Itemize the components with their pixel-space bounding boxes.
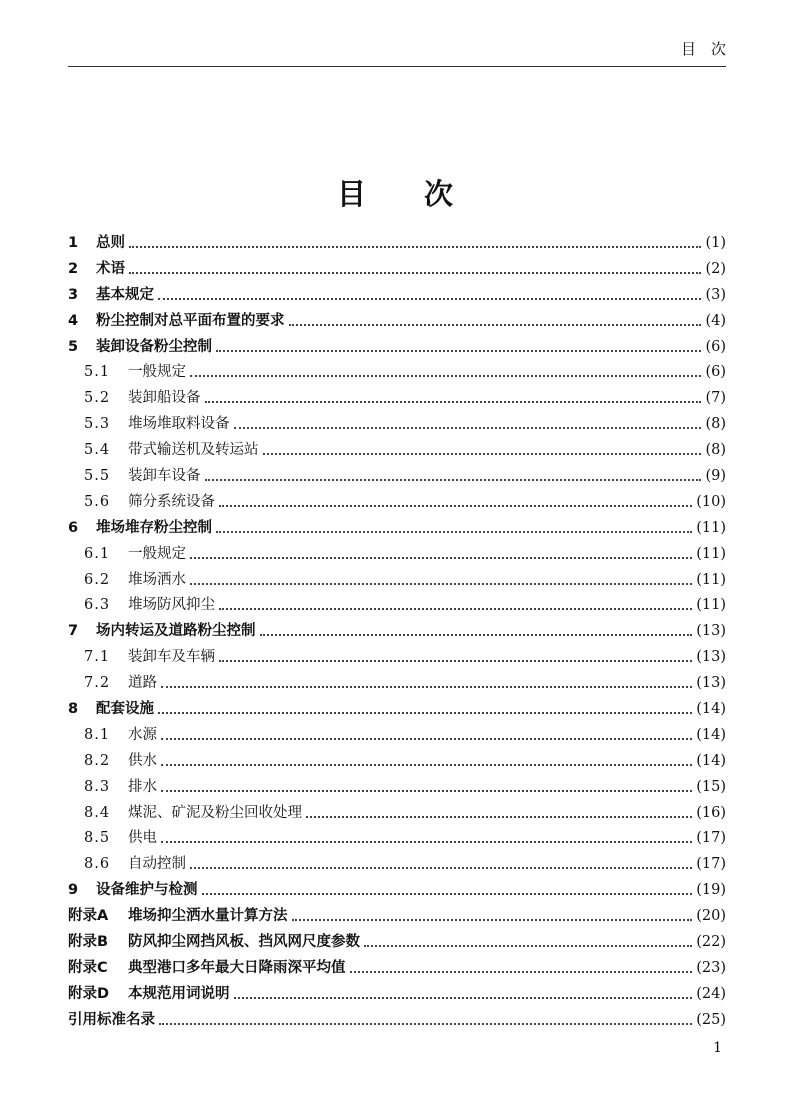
toc-entry-page: (3) (705, 286, 726, 303)
toc-entry-page: (13) (696, 675, 726, 692)
dot-leader (289, 324, 702, 326)
toc-entry-title: 排水 (128, 778, 157, 795)
toc-entry-number: 附录B (68, 934, 109, 951)
toc-entry-page: (14) (696, 752, 726, 769)
toc-entry-page: (24) (696, 985, 726, 1002)
dot-leader (190, 375, 701, 377)
dot-leader (190, 557, 692, 559)
dot-leader (350, 971, 693, 973)
toc-entry[interactable] (68, 956, 726, 982)
toc-entry-page: (25) (696, 1011, 726, 1028)
toc-entry[interactable] (68, 749, 726, 775)
toc-entry[interactable] (68, 982, 726, 1008)
toc-entry[interactable] (68, 671, 726, 697)
dot-leader (159, 1023, 692, 1025)
toc-entry[interactable] (68, 775, 726, 801)
toc-entry-number: 7.2 (84, 675, 111, 692)
toc-entry-number: 附录D (68, 985, 110, 1002)
toc-entry-number: 附录C (68, 959, 108, 976)
toc-entry[interactable] (68, 464, 726, 490)
running-header (68, 34, 726, 67)
dot-leader (216, 350, 701, 352)
toc-entry-page: (14) (696, 726, 726, 743)
toc-entry-number: 4 (68, 312, 79, 329)
dot-leader (158, 298, 701, 300)
dot-leader (219, 505, 692, 507)
toc-entry-number: 9 (68, 882, 79, 899)
dot-leader (205, 479, 702, 481)
toc-entry[interactable] (68, 593, 726, 619)
toc-entry-page: (11) (696, 597, 726, 614)
toc-entry-title: 装卸船设备 (128, 390, 201, 407)
toc-entry-title: 装卸设备粉尘控制 (96, 338, 212, 355)
toc-entry-number: 5 (68, 338, 79, 355)
toc-entry-page: (20) (696, 908, 726, 925)
toc-entry-number: 8.6 (84, 856, 111, 873)
toc-entry[interactable] (68, 542, 726, 568)
toc-entry[interactable] (68, 904, 726, 930)
toc-entry[interactable] (68, 930, 726, 956)
toc-entry-title: 场内转运及道路粉尘控制 (96, 623, 256, 640)
toc-entry-number: 8.4 (84, 804, 111, 821)
toc-entry[interactable] (68, 619, 726, 645)
page-number: 1 (713, 1040, 722, 1056)
toc-entry[interactable] (68, 852, 726, 878)
toc-entry[interactable] (68, 386, 726, 412)
toc-entry[interactable] (68, 283, 726, 309)
toc-entry-title: 堆场防风抑尘 (128, 597, 215, 614)
toc-entry-title: 堆场堆存粉尘控制 (96, 519, 212, 536)
toc-entry-page: (10) (696, 493, 726, 510)
toc-entry-title: 一般规定 (128, 364, 186, 381)
dot-leader (129, 272, 701, 274)
toc-entry-title: 本规范用词说明 (128, 985, 230, 1002)
toc-entry[interactable] (68, 1008, 726, 1034)
toc-entry-number: 8.2 (84, 752, 111, 769)
toc-entry-page: (23) (696, 959, 726, 976)
toc-entry-title: 防风抑尘网挡风板、挡风网尺度参数 (128, 934, 360, 951)
header-title: 目 次 (680, 40, 726, 58)
toc-entry-number: 7 (68, 623, 79, 640)
toc-entry[interactable] (68, 801, 726, 827)
toc-entry-page: (17) (696, 830, 726, 847)
toc-entry-number: 7.1 (84, 649, 111, 666)
dot-leader (306, 816, 692, 818)
toc-entry-title: 堆场抑尘洒水量计算方法 (128, 908, 288, 925)
toc-entry-page: (16) (696, 804, 726, 821)
dot-leader (158, 712, 692, 714)
toc-entry-number: 5.6 (84, 493, 111, 510)
dot-leader (263, 453, 702, 455)
toc-entry-number: 5.1 (84, 364, 111, 381)
dot-leader (216, 531, 692, 533)
toc-entry-number: 附录A (68, 908, 109, 925)
toc-entry-page: (7) (705, 390, 726, 407)
toc-entry-number: 2 (68, 260, 79, 277)
toc-entry-title: 供电 (128, 830, 157, 847)
toc-entry-page: (8) (705, 442, 726, 459)
toc-entry-title: 煤泥、矿泥及粉尘回收处理 (128, 804, 302, 821)
toc-entry-title: 堆场堆取料设备 (128, 416, 230, 433)
dot-leader (202, 893, 693, 895)
toc-entry-title: 基本规定 (96, 286, 154, 303)
toc-entry-title: 道路 (128, 675, 157, 692)
toc-entry-page: (2) (705, 260, 726, 277)
toc-entry-title: 堆场洒水 (128, 571, 186, 588)
toc-entry[interactable] (68, 309, 726, 335)
dot-leader (190, 583, 692, 585)
toc-entry-title: 总则 (96, 235, 125, 251)
toc-entry-page: (14) (696, 701, 726, 718)
toc-entry[interactable] (68, 826, 726, 852)
toc-entry-title: 配套设施 (96, 701, 154, 718)
toc-entry-number: 6 (68, 519, 79, 536)
dot-leader (292, 919, 693, 921)
toc-entry-title: 术语 (96, 260, 125, 277)
toc-entry[interactable] (68, 645, 726, 671)
toc-entry-page: (8) (705, 416, 726, 433)
toc-entry-title: 带式输送机及转运站 (128, 442, 259, 459)
page-title: 目 次 (336, 177, 453, 211)
toc-entry[interactable] (68, 412, 726, 438)
toc-entry-page: (6) (705, 364, 726, 381)
toc-entry-page: (1) (705, 235, 726, 251)
dot-leader (161, 790, 692, 792)
toc-entry-number: 5.5 (84, 468, 111, 485)
toc-entry[interactable] (68, 723, 726, 749)
toc-entry[interactable] (68, 257, 726, 283)
toc-entry-number: 6.2 (84, 571, 111, 588)
toc-entry-page: (9) (705, 468, 726, 485)
toc-entry[interactable] (68, 516, 726, 542)
dot-leader (161, 764, 692, 766)
toc-entry-number: 5.2 (84, 390, 111, 407)
toc-entry-number: 5.4 (84, 442, 111, 459)
dot-leader (129, 246, 701, 248)
toc-entry-title: 水源 (128, 726, 157, 743)
toc-entry-title: 典型港口多年最大日降雨深平均值 (128, 959, 346, 976)
dot-leader (205, 401, 702, 403)
dot-leader (161, 686, 692, 688)
toc-entry[interactable] (68, 231, 726, 257)
toc-entry-page: (11) (696, 519, 726, 536)
toc-entry-page: (13) (696, 649, 726, 666)
table-of-contents (68, 231, 726, 1034)
toc-entry-number: 8.3 (84, 778, 111, 795)
toc-entry-title: 装卸车设备 (128, 468, 201, 485)
toc-entry-number: 8 (68, 701, 79, 718)
toc-entry-title: 筛分系统设备 (128, 493, 215, 510)
toc-entry-number: 8.5 (84, 830, 111, 847)
dot-leader (234, 997, 693, 999)
toc-entry-page: (15) (696, 778, 726, 795)
toc-entry-page: (11) (696, 545, 726, 562)
toc-entry[interactable] (68, 878, 726, 904)
toc-entry-title: 供水 (128, 752, 157, 769)
toc-entry-title: 粉尘控制对总平面布置的要求 (96, 312, 285, 329)
dot-leader (190, 867, 692, 869)
toc-entry-number: 6.1 (84, 545, 111, 562)
toc-entry-number: 5.3 (84, 416, 111, 433)
dot-leader (161, 738, 692, 740)
dot-leader (161, 841, 692, 843)
toc-entry-title: 装卸车及车辆 (128, 649, 215, 666)
toc-entry-number: 1 (68, 235, 79, 251)
toc-entry[interactable] (68, 360, 726, 386)
toc-entry-title: 自动控制 (128, 856, 186, 873)
toc-entry-page: (6) (705, 338, 726, 355)
toc-entry-page: (22) (696, 934, 726, 951)
toc-entry-number: 8.1 (84, 726, 111, 743)
dot-leader (219, 660, 692, 662)
dot-leader (260, 634, 693, 636)
toc-entry-page: (13) (696, 623, 726, 640)
toc-entry-page: (19) (696, 882, 726, 899)
toc-entry-number: 6.3 (84, 597, 111, 614)
toc-entry[interactable] (68, 438, 726, 464)
toc-entry[interactable] (68, 490, 726, 516)
dot-leader (219, 608, 692, 610)
toc-entry-page: (11) (696, 571, 726, 588)
toc-entry-title: 一般规定 (128, 545, 186, 562)
dot-leader (234, 427, 702, 429)
toc-entry-page: (17) (696, 856, 726, 873)
toc-entry[interactable] (68, 335, 726, 361)
toc-entry-page: (4) (705, 312, 726, 329)
toc-entry[interactable] (68, 697, 726, 723)
toc-entry[interactable] (68, 568, 726, 594)
toc-entry-title: 设备维护与检测 (96, 882, 198, 899)
toc-entry-number: 3 (68, 286, 79, 303)
dot-leader (364, 945, 692, 947)
toc-entry-title: 引用标准名录 (68, 1011, 155, 1028)
